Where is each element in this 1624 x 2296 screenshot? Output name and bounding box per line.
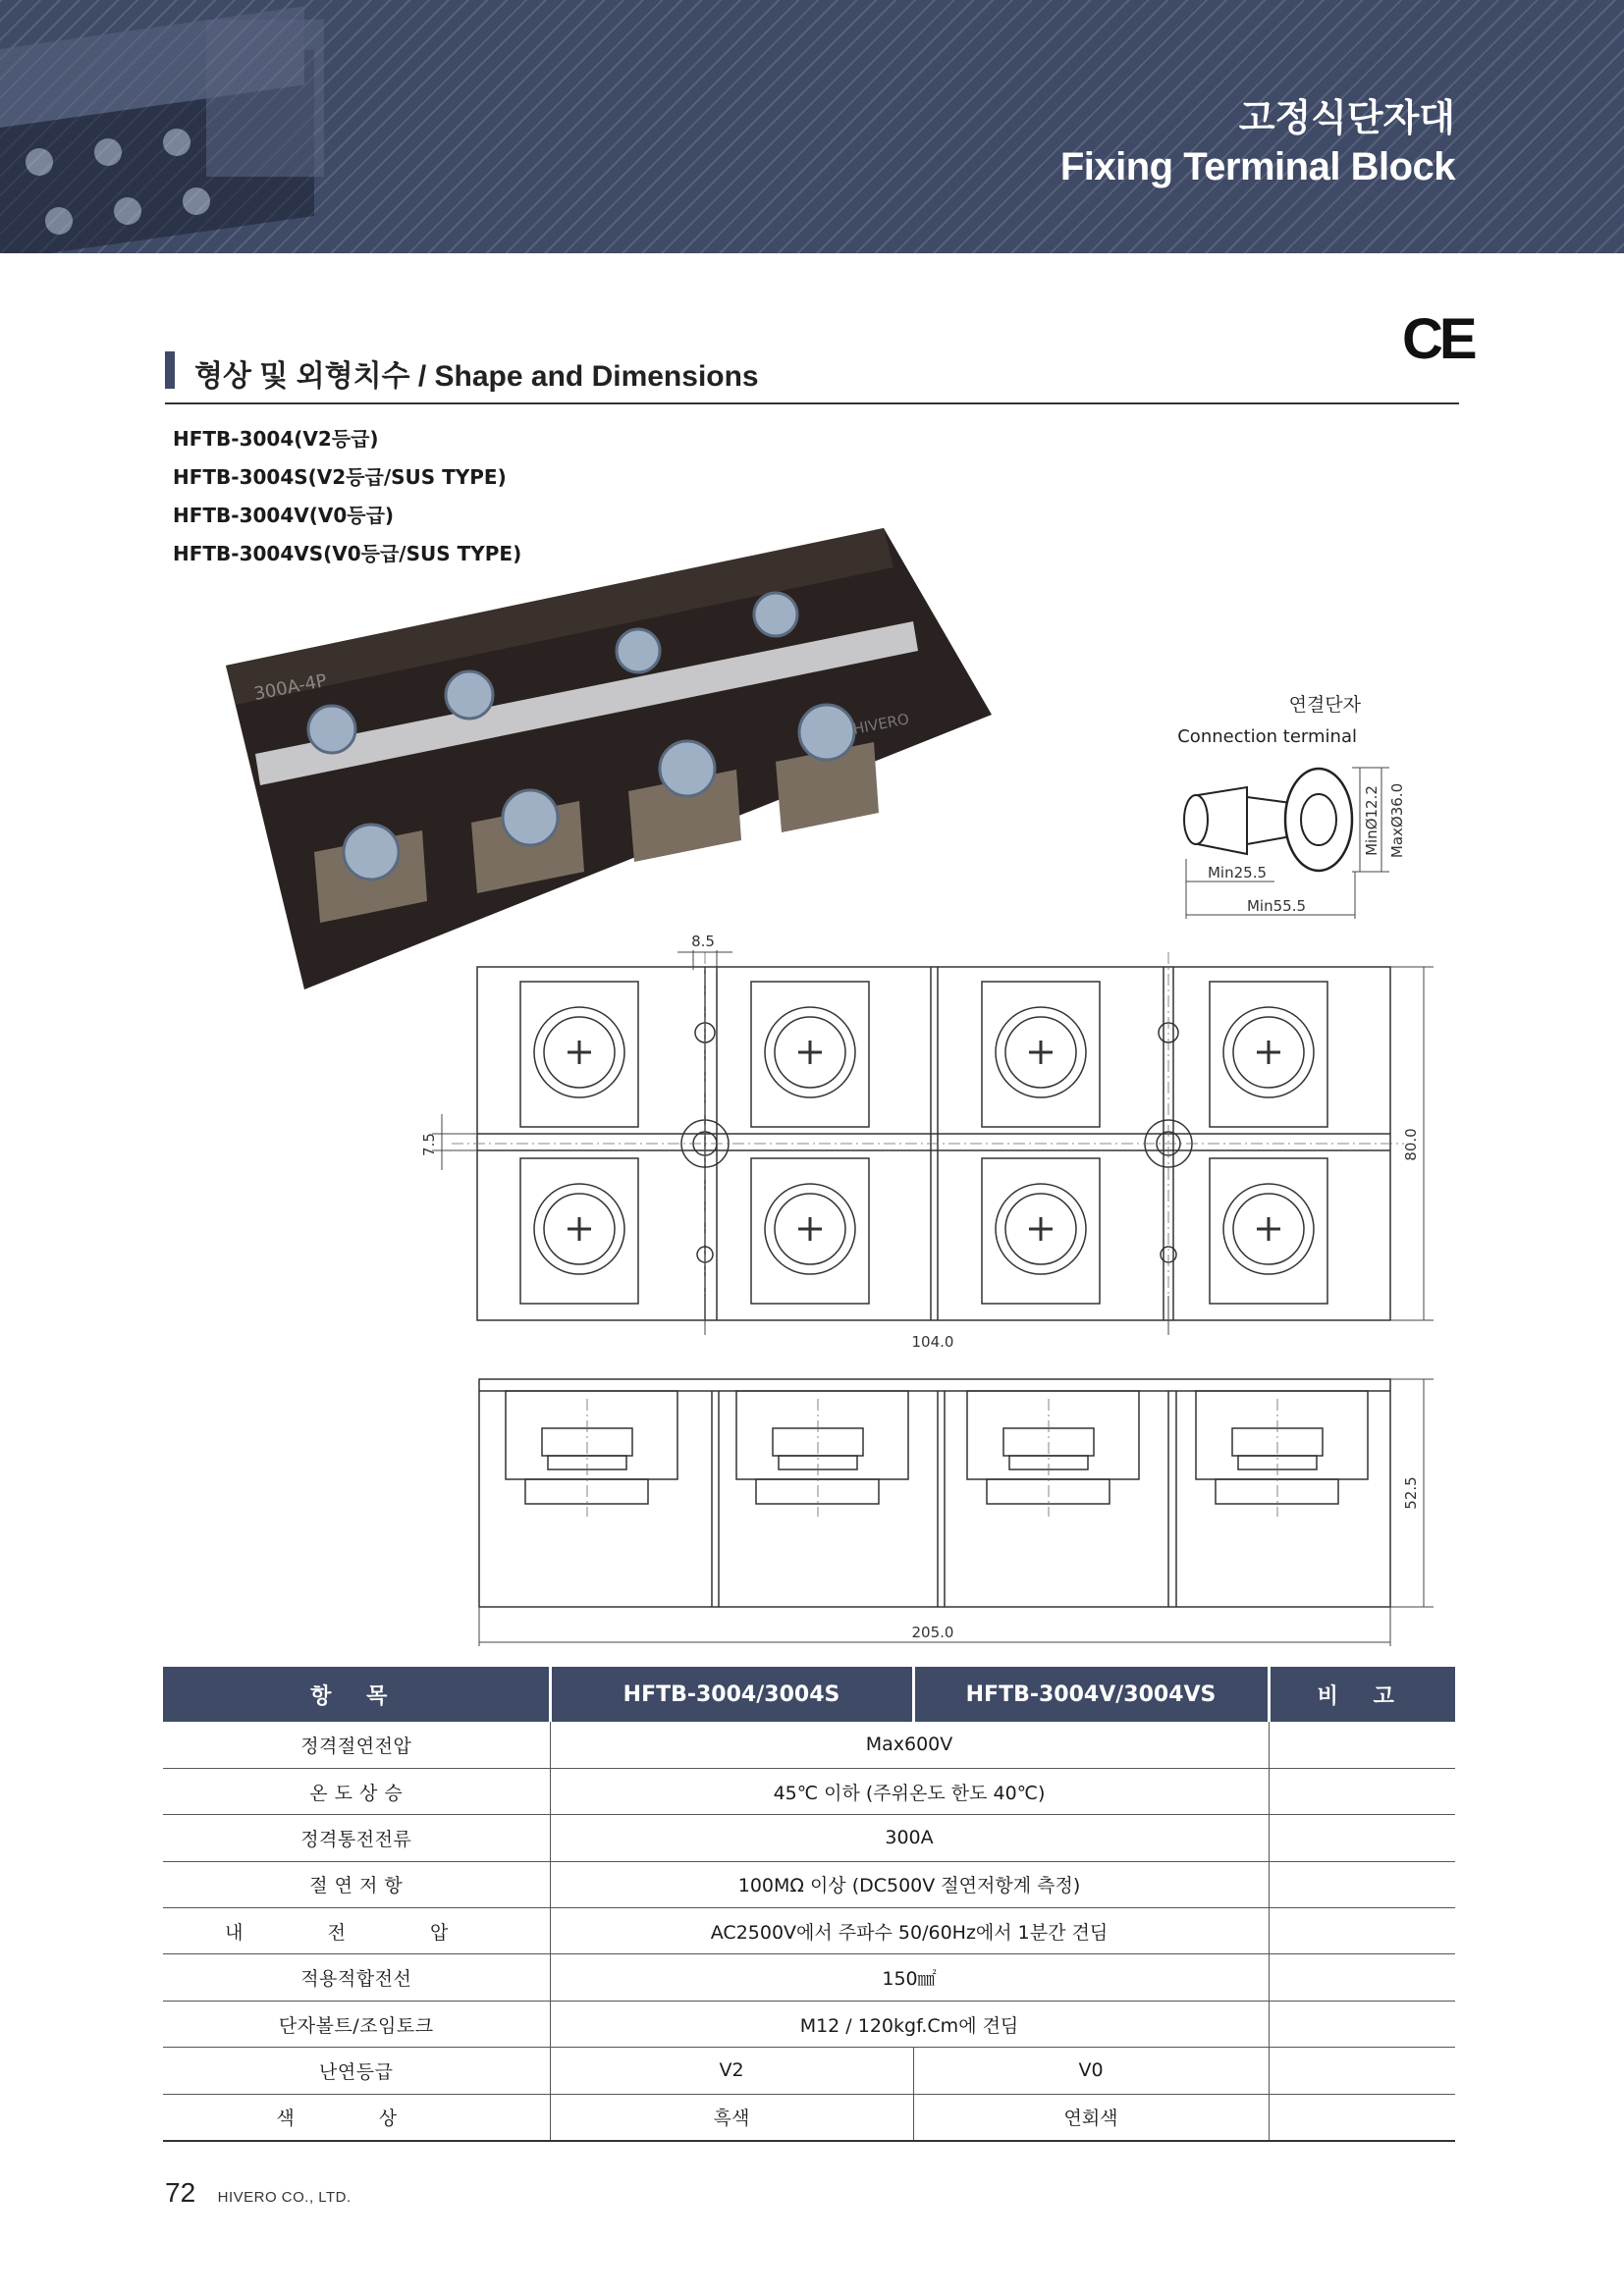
section-heading (165, 346, 1459, 404)
pitch-dimension (687, 1325, 1198, 1355)
side-view-drawing (461, 1369, 1443, 1654)
table-row (163, 2048, 1455, 2094)
row-item: 색 상 (163, 2094, 550, 2140)
row-value: 150㎟ (550, 1954, 1269, 2001)
dim-height-top: 80.0 (1402, 1128, 1420, 1161)
row-value: Max600V (550, 1722, 1269, 1768)
table-row (163, 1908, 1455, 1954)
row-remarks (1269, 1954, 1455, 2001)
row-item: 적용적합전선 (163, 1954, 550, 2001)
header-model-v2: HFTB-3004/3004S (550, 1667, 913, 1722)
row-remarks (1269, 2001, 1455, 2047)
dim-center: 7.5 (420, 1133, 438, 1156)
dim-height-side: 52.5 (1402, 1476, 1420, 1510)
row-value-v0: V0 (913, 2048, 1269, 2094)
row-remarks (1269, 1768, 1455, 1814)
section-heading-bar (165, 351, 175, 389)
table-row (163, 2001, 1455, 2047)
table-row (163, 1815, 1455, 1861)
row-remarks (1269, 1908, 1455, 1954)
connection-terminal-label-ko: 연결단자 (1288, 694, 1361, 716)
row-item: 정격절연전압 (163, 1722, 550, 1768)
page-footer (165, 2177, 352, 2209)
row-remarks (1269, 1815, 1455, 1861)
banner-product-photo (0, 0, 334, 253)
row-value: AC2500V에서 주파수 50/60Hz에서 1분간 견딤 (550, 1908, 1269, 1954)
row-value-v2: 흑색 (550, 2094, 913, 2140)
dim-ring-inner: MinØ12.2 (1363, 785, 1380, 856)
title-english: Fixing Terminal Block (1059, 145, 1455, 188)
connection-terminal-diagram (1159, 687, 1453, 923)
row-value-v2: V2 (550, 2048, 913, 2094)
photo-imprint: 300A-4P (251, 669, 329, 705)
table-row (163, 1861, 1455, 1907)
model-item: HFTB-3004V(V0등급) (173, 504, 395, 527)
row-value: 45℃ 이하 (주위온도 한도 40℃) (550, 1768, 1269, 1814)
header-model-v0: HFTB-3004V/3004VS (913, 1667, 1269, 1722)
row-item: 온 도 상 승 (163, 1768, 550, 1814)
row-value: 300A (550, 1815, 1269, 1861)
table-row (163, 1768, 1455, 1814)
spec-table (163, 1667, 1455, 2142)
row-value: M12 / 120kgf.Cm에 견딤 (550, 2001, 1269, 2047)
row-item: 정격통전전류 (163, 1815, 550, 1861)
header-remarks: 비 고 (1269, 1667, 1455, 1722)
row-item: 내 전 압 (163, 1908, 550, 1954)
dim-ring-outer: MaxØ36.0 (1388, 782, 1406, 859)
dim-gap: 8.5 (691, 933, 715, 950)
spec-table-header (163, 1667, 1455, 1722)
photo-brand-imprint: HIVERO (851, 710, 911, 738)
page-number: 72 (165, 2177, 196, 2208)
table-row (163, 1722, 1455, 1768)
header-banner (0, 0, 1624, 253)
row-item: 난연등급 (163, 2048, 550, 2094)
connection-terminal-label-en: Connection terminal (1177, 726, 1357, 747)
dim-total: Min55.5 (1246, 897, 1307, 915)
banner-title (1060, 96, 1455, 192)
row-remarks (1269, 2094, 1455, 2140)
dim-pitch: 104.0 (911, 1333, 954, 1351)
title-korean: 고정식단자대 (1238, 98, 1455, 139)
top-view-drawing (412, 923, 1453, 1335)
ce-mark: CE (1402, 307, 1474, 371)
table-row (163, 1954, 1455, 2001)
company-name: HIVERO CO., LTD. (217, 2189, 352, 2206)
row-value-v0: 연회색 (913, 2094, 1269, 2140)
row-remarks (1269, 1861, 1455, 1907)
row-value: 100MΩ 이상 (DC500V 절연저항계 측정) (550, 1861, 1269, 1907)
model-item: HFTB-3004VS(V0등급/SUS TYPE) (173, 542, 522, 565)
row-remarks (1269, 2048, 1455, 2094)
dim-barrel: Min25.5 (1207, 864, 1268, 881)
row-item: 단자볼트/조임토크 (163, 2001, 550, 2047)
row-item: 절 연 저 항 (163, 1861, 550, 1907)
section-heading-text: 형상 및 외형치수 / Shape and Dimensions (194, 360, 759, 393)
dim-length: 205.0 (911, 1624, 954, 1641)
header-item: 항 목 (163, 1667, 550, 1722)
row-remarks (1269, 1722, 1455, 1768)
table-row (163, 2094, 1455, 2140)
model-item: HFTB-3004(V2등급) (173, 427, 379, 451)
model-item: HFTB-3004S(V2등급/SUS TYPE) (173, 465, 507, 489)
